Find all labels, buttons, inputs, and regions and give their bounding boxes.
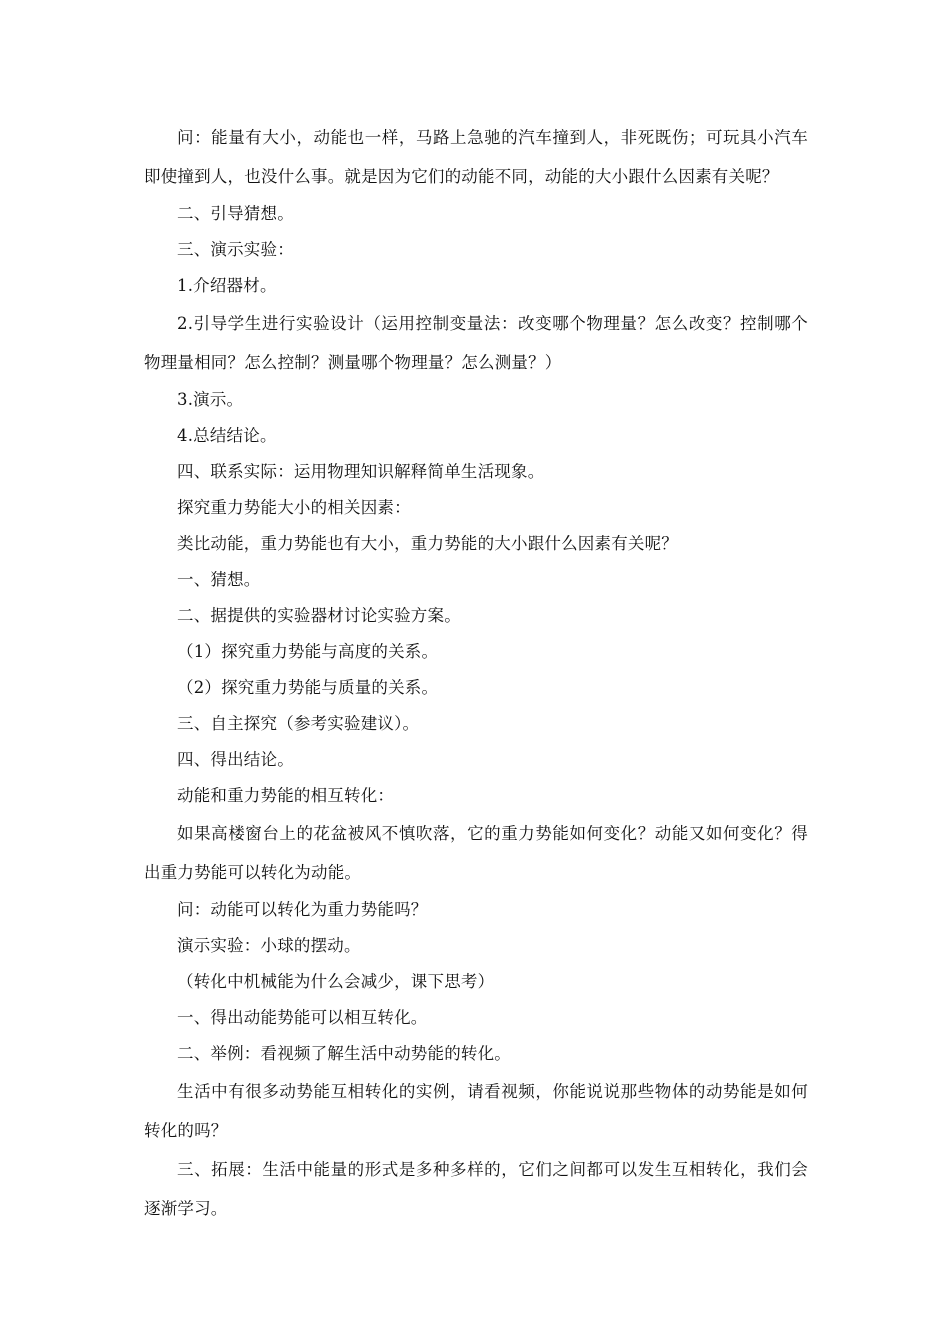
paragraph-introduce-equipment: 1.介绍器材。 [177,276,277,295]
paragraph-real-life: 四、联系实际：运用物理知识解释简单生活现象。 [177,462,545,481]
paragraph-video-question: 生活中有很多动势能互相转化的实例，请看视频，你能说说那些物体的动势能是如何转化的吗？ [144,1082,808,1140]
paragraph-guess: 一、猜想。 [177,570,261,589]
paragraph-think-after-class: （转化中机械能为什么会减少，课下思考） [177,972,495,991]
paragraph-conversion-heading: 动能和重力势能的相互转化： [177,786,395,805]
paragraph-demo-experiment: 三、演示实验： [177,240,294,259]
paragraph-mass-relation: （2）探究重力势能与质量的关系。 [177,678,439,697]
paragraph-flowerpot-example: 如果高楼窗台上的花盆被风不慎吹落，它的重力势能如何变化？动能又如何变化？得出重力势能可以转化为动能。 [144,824,808,882]
paragraph-question-conversion: 问：动能可以转化为重力势能吗？ [177,900,428,919]
paragraph-pendulum-demo: 演示实验：小球的摆动。 [177,936,361,955]
paragraph-gravitational-heading: 探究重力势能大小的相关因素： [177,498,411,517]
document-body [144,118,808,1228]
paragraph-question-kinetic-energy: 问：能量有大小，动能也一样，马路上急驰的汽车撞到人，非死既伤；可玩具小汽车即使撞到人，也没什么事。就是因为它们的动能不同，动能的大小跟什么因素有关呢？ [144,128,808,186]
paragraph-video-example: 二、举例：看视频了解生活中动势能的转化。 [177,1044,511,1063]
paragraph-extension: 三、拓展：生活中能量的形式是多种多样的，它们之间都可以发生互相转化，我们会逐渐学习。 [144,1160,808,1218]
paragraph-draw-conclusion: 四、得出结论。 [177,750,294,769]
paragraph-discuss-plan: 二、据提供的实验器材讨论实验方案。 [177,606,461,625]
paragraph-analogy: 类比动能，重力势能也有大小，重力势能的大小跟什么因素有关呢？ [177,534,678,553]
paragraph-self-explore: 三、自主探究（参考实验建议）。 [177,714,420,733]
paragraph-height-relation: （1）探究重力势能与高度的关系。 [177,642,439,661]
paragraph-experiment-design: 2.引导学生进行实验设计（运用控制变量法：改变哪个物理量？怎么改变？控制哪个物理量相同？怎么控制？测量哪个物理量？怎么测量？） [144,314,808,372]
paragraph-guide-guess: 二、引导猜想。 [177,204,294,223]
paragraph-conclusion: 4.总结结论。 [177,426,277,445]
paragraph-demonstrate: 3.演示。 [177,390,244,409]
paragraph-mutual-conversion: 一、得出动能势能可以相互转化。 [177,1008,428,1027]
